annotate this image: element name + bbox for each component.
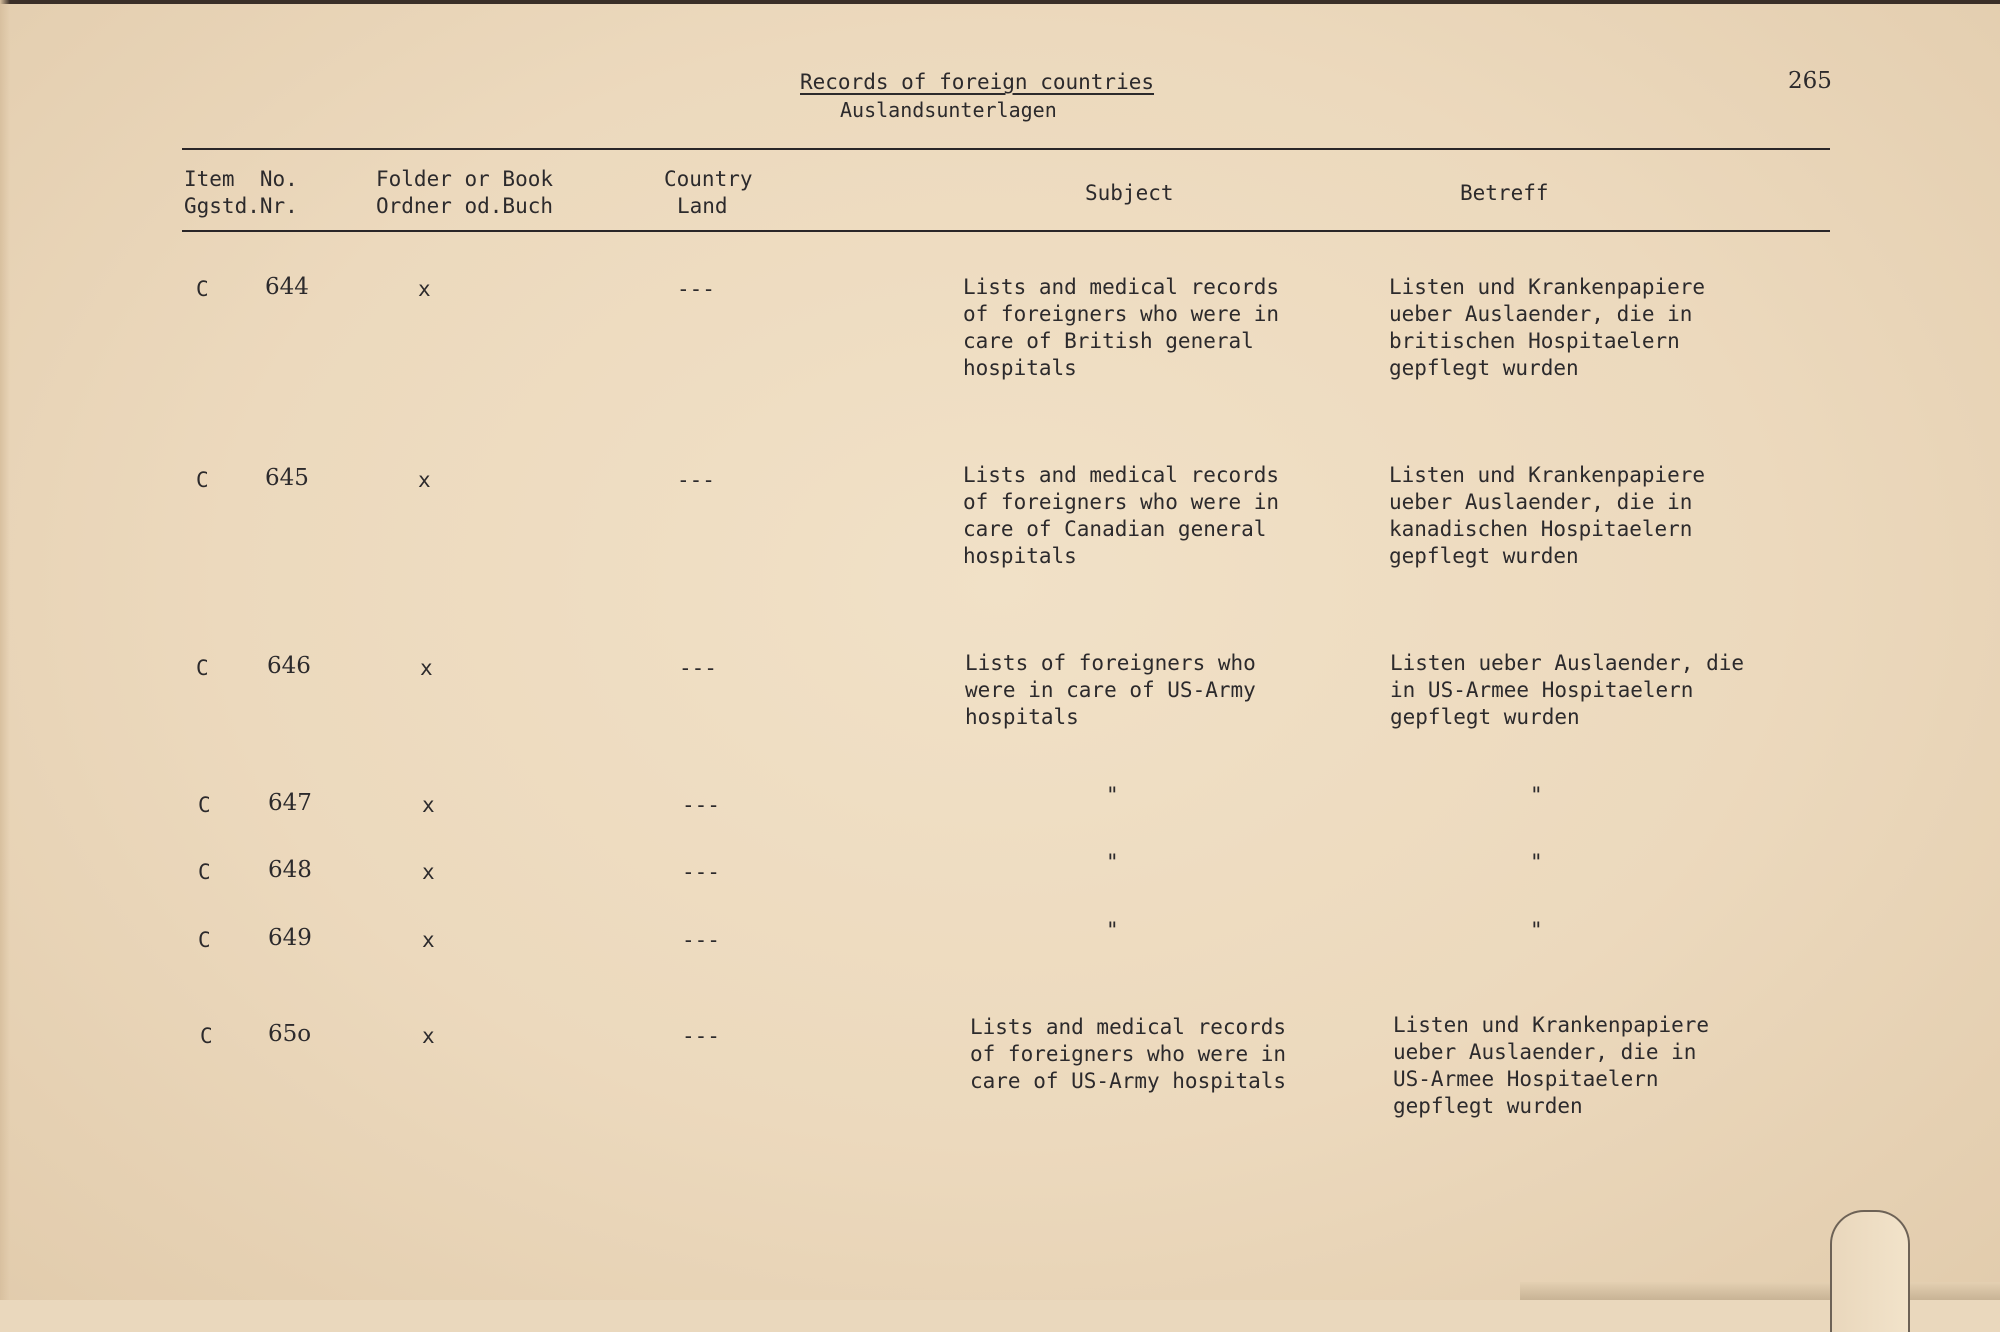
subject-ditto: " — [1106, 850, 1119, 874]
item-number: 646 — [267, 653, 311, 679]
folder-mark: x — [422, 928, 435, 952]
page-number: 265 — [1788, 68, 1832, 94]
item-letter: C — [198, 928, 211, 952]
item-letter: C — [198, 793, 211, 817]
column-header-betreff: Betreff — [1460, 181, 1549, 205]
betreff-text: Listen und Krankenpapiere ueber Auslaender, die in US-Armee Hospitaelern gepflegt wurden — [1393, 1013, 1710, 1118]
page-subtitle: Auslandsunterlagen — [840, 98, 1057, 122]
subject-text: Lists and medical records of foreigners who were in care of Canadian general hospitals — [963, 463, 1280, 568]
folder-mark: x — [420, 656, 433, 680]
country-value: --- — [677, 277, 715, 301]
item-number: 648 — [268, 857, 312, 883]
subject-ditto: " — [1106, 783, 1119, 807]
item-number: 645 — [265, 465, 309, 491]
column-header-item-no-de: Ggstd.Nr. — [184, 194, 298, 218]
index-tab — [1830, 1210, 1910, 1332]
country-value: --- — [679, 656, 717, 680]
table-header-rule — [182, 230, 1830, 232]
column-header-folder-en: Folder or Book — [376, 167, 554, 191]
subject-text: Lists and medical records of foreigners who were in care of British general hospitals — [963, 275, 1280, 380]
page-top-edge — [0, 0, 2000, 4]
column-header-country-en: Country — [664, 167, 753, 191]
folder-mark: x — [418, 468, 431, 492]
folder-mark: x — [422, 1024, 435, 1048]
betreff-text: Listen ueber Auslaender, die in US-Armee Hospitaelern gepflegt wurden — [1390, 651, 1745, 729]
folder-mark: x — [422, 793, 435, 817]
country-value: --- — [682, 860, 720, 884]
column-header-country-de: Land — [677, 194, 728, 218]
country-value: --- — [677, 468, 715, 492]
item-letter: C — [196, 277, 209, 301]
item-number: 65o — [268, 1021, 312, 1047]
item-number: 649 — [268, 925, 312, 951]
column-header-subject: Subject — [1085, 181, 1174, 205]
item-letter: C — [198, 860, 211, 884]
country-value: --- — [682, 928, 720, 952]
page-bottom-edge — [1520, 1282, 2000, 1300]
betreff-text: Listen und Krankenpapiere ueber Auslaender, die in britischen Hospitaelern gepflegt wurden — [1389, 275, 1706, 380]
item-letter: C — [196, 468, 209, 492]
item-letter: C — [200, 1024, 213, 1048]
country-value: --- — [682, 1024, 720, 1048]
item-letter: C — [196, 656, 209, 680]
item-number: 647 — [268, 790, 312, 816]
table-top-rule — [182, 148, 1830, 150]
country-value: --- — [682, 793, 720, 817]
page-left-edge — [0, 0, 10, 1300]
betreff-ditto: " — [1530, 783, 1543, 807]
column-header-item-no-en: Item No. — [184, 167, 298, 191]
folder-mark: x — [418, 277, 431, 301]
betreff-ditto: " — [1530, 918, 1543, 942]
betreff-text: Listen und Krankenpapiere ueber Auslaender, die in kanadischen Hospitaelern gepflegt wurden — [1389, 463, 1706, 568]
subject-ditto: " — [1106, 918, 1119, 942]
subject-text: Lists and medical records of foreigners who were in care of US-Army hospitals — [970, 1015, 1287, 1093]
page-title: Records of foreign countries — [800, 70, 1155, 94]
column-header-folder-de: Ordner od.Buch — [376, 194, 554, 218]
betreff-ditto: " — [1530, 850, 1543, 874]
folder-mark: x — [422, 860, 435, 884]
item-number: 644 — [265, 274, 309, 300]
subject-text: Lists of foreigners who were in care of US-Army hospitals — [965, 651, 1256, 729]
